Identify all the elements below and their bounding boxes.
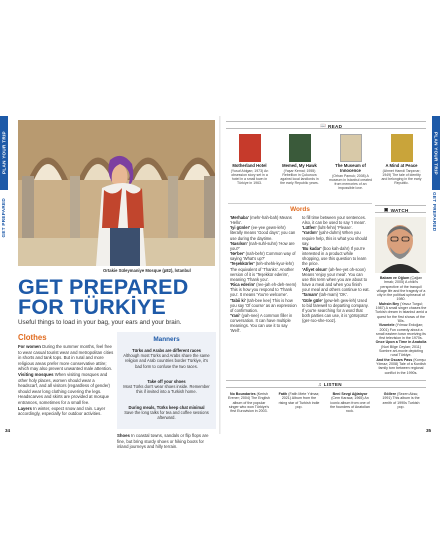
phrase-term: 'Ne'ber' xyxy=(230,251,245,257)
film-desc: (Yılmaz Erdoğan; 2001) Fun comedy about a small eastern town receiving its first television in the 1970s. xyxy=(376,323,426,341)
photo-caption: Ortakie Süleymaniye Mosque (p82), İstanbul xyxy=(103,268,191,273)
phrase-term: 'Rica ederim' xyxy=(230,282,256,288)
shoes-lead: Shoes xyxy=(117,433,130,438)
album-entry xyxy=(228,392,270,413)
headline-line-2: FOR TÜRKİYE xyxy=(18,295,166,319)
phrase-meaning: (teh-shehk-kyur-lehr) The equivalent of 'Thanks'. Another version of it is 'Teşekkür ederim', meaning 'Thank you'. xyxy=(230,261,294,282)
phrase-meaning: (luht-fehn) 'Please'. xyxy=(316,225,353,231)
clothes-para-text: In winter, expect snow and rain. Layer accordingly, especially for outdoor activities. xyxy=(18,405,106,417)
album-desc: (Kerish Erener; 2004) The English album of the popular singer who won Türkiye's first Eurovision in 2003. xyxy=(228,392,270,414)
phrase-entry xyxy=(230,261,298,282)
words-column-left xyxy=(230,215,298,334)
phrase-term: 'Iyi günler' xyxy=(230,225,251,231)
phrase-meaning: (boo kah-dahr) If you're interested in a product while shopping, use this question to learn the price. xyxy=(302,245,367,267)
phrase-entry xyxy=(230,241,298,251)
phrase-term: 'Teşekkürler' xyxy=(230,261,255,267)
film-title: Once Upon a Time in Anatolia xyxy=(375,340,427,345)
phrase-term: 'Afiyet olsun' xyxy=(302,266,328,272)
words-column-right xyxy=(302,215,370,323)
album-desc: (Cem Karaca; 1965) An iconic album from one of the founders of Anatolian rock. xyxy=(330,396,370,414)
manners-item xyxy=(121,348,212,369)
phrase-meaning: (ree-jah eh-deh-reem) This is how you respond to 'Thank you'. It means 'You're welcome'. xyxy=(230,282,297,298)
phrase-term: 'Yani' xyxy=(230,312,241,318)
watch-label: WATCH xyxy=(390,207,409,213)
clothes-para-lead: Layers xyxy=(18,405,32,411)
book-item xyxy=(278,134,321,186)
film-desc: (Yavuz Turgul; 1987) A small singer chases the Turkish dream in İstanbul amid a quest for the first shows of the '80s. xyxy=(375,301,427,323)
watch-list xyxy=(375,276,427,375)
phrase-entry xyxy=(302,230,370,245)
right-side-label: GET PREPARED xyxy=(432,192,437,232)
phrase-meaning: (tah-mam) 'OK'. xyxy=(317,292,348,298)
phrase-entry xyxy=(230,298,298,313)
phrase-entry xyxy=(230,282,298,297)
manners-item-text: Save the long talks for tea and coffee sessions afterward. xyxy=(124,410,209,421)
album-title: No Boundaries xyxy=(230,392,256,396)
album-entry xyxy=(278,392,320,409)
phrase-term: 'Bu kadar' xyxy=(302,245,322,251)
left-tab-label: PLAN YOUR TRIP xyxy=(1,131,7,175)
clothes-para-text: When visiting mosques and other holy places, women should wear a headscarf, and all visitors (regardless of gender) should wear long clothing covering the legs. Headscarves and skirts are provided at mosque entrances, sometimes for a small fee. xyxy=(18,371,110,405)
shoes-body xyxy=(117,433,216,450)
phrase-entry xyxy=(302,246,370,267)
album-title: Göllere xyxy=(383,392,397,396)
clothes-para-text: During the summer months, feel free to wear casual tourist wear and metropolitan cities in shorts and tank tops. But in rural and more religious areas prefer more conservative attire; which may also prevent unwanted male attention. xyxy=(18,344,114,372)
page-headline xyxy=(18,277,188,317)
actor-portrait xyxy=(375,217,426,273)
phrase-meaning: to fill time between your sentences. Also, it can be used to say 'I mean'. xyxy=(302,215,367,226)
film-entry xyxy=(375,323,427,340)
book-cover xyxy=(340,134,362,162)
phrase-entry xyxy=(230,225,298,240)
book-cover xyxy=(239,134,261,162)
film-desc: (Komşu Yılmaz; 2008) Tale of a Kurdish family torn between regional conflict in the 1990s. xyxy=(376,357,426,375)
manners-item-lead: Take off your shoes xyxy=(147,379,186,384)
clothes-paragraph xyxy=(18,406,114,417)
book-title: A Mind at Peace xyxy=(385,163,418,168)
headline-line-1: GET PREPARED xyxy=(18,275,189,299)
phrase-meaning: (nah-suhl-suhn) 'How are you?' xyxy=(230,240,295,251)
book-desc: (Orhan Pamuk; 2008) A museum in İstanbul created from memories of an impossible love. xyxy=(329,173,372,191)
clothes-para-lead: For women xyxy=(18,344,41,349)
listen-heading xyxy=(318,382,342,387)
book-item xyxy=(329,134,372,190)
manners-heading: Manners xyxy=(153,336,180,343)
headphones-icon: ♫ xyxy=(318,382,322,387)
phrase-entry xyxy=(302,267,370,293)
shoes-text: In coastal towns, sandals or flip flops are fine, but bring sturdy shoes or hiking boots for inland journeys and hilly terrain. xyxy=(117,433,209,450)
book-item xyxy=(380,134,423,186)
listen-label: LISTEN xyxy=(323,382,342,387)
film-entry xyxy=(375,276,427,302)
phrase-entry xyxy=(230,251,298,261)
phrase-meaning: (tah-bee kee) This is how you say 'Of course' as an expression of confirmation. xyxy=(230,297,297,313)
phrase-term: 'Merhaba' xyxy=(230,215,249,220)
right-tab-label: PLAN YOUR TRIP xyxy=(433,131,439,175)
film-entry xyxy=(375,358,427,375)
clothes-heading: Clothes xyxy=(18,333,47,342)
film-title: And the Oscars Pass xyxy=(376,357,413,362)
book-desc: (Yusuf Atılgan; 1973) An obsession story set in a hotel in a small town in Türkiye in 1963. xyxy=(230,168,269,186)
book-desc: (Ahmet Hamdi Tanpınar; 1949) The tale of identity and belonging in the early Republic. xyxy=(381,168,422,186)
read-heading xyxy=(320,123,342,129)
words-heading: Words xyxy=(290,206,310,213)
page-subhead: Useful things to load in your bag, your ears and your brain. xyxy=(18,319,182,326)
left-side-label: GET PREPARED xyxy=(1,198,6,238)
book-item xyxy=(228,134,271,186)
album-title: Beni Sevgi Ağlatıyor xyxy=(332,392,368,396)
phrase-meaning: (nah-behr) Common way of saying 'What's up?' xyxy=(230,251,296,262)
album-entry xyxy=(329,392,371,413)
phrase-meaning: (ah-fee-yet oh-soon) Means 'enjoy your meal'. You can use this term when you are about to have a meal and when you finish your meal and others continue to eat. xyxy=(302,266,370,293)
book-title: Motherland Hotel xyxy=(232,163,267,168)
film-icon: ▣ xyxy=(384,207,389,212)
right-section-tab xyxy=(432,116,440,190)
manners-item-text: Although most Türks and Arabs share the same religion and Arab countries border Türkiye, it's bad form to confuse the two races. xyxy=(123,353,210,369)
watch-heading xyxy=(384,207,409,213)
phrase-term: 'Güle güle' xyxy=(302,297,323,303)
phrase-term: 'Yardım' xyxy=(302,230,318,236)
clothes-paragraph xyxy=(18,344,114,372)
phrase-entry xyxy=(230,313,298,334)
book-cover xyxy=(289,134,311,162)
left-section-tab xyxy=(0,116,8,190)
book-cover xyxy=(391,134,413,162)
page-number-right: 35 xyxy=(426,428,432,433)
phrase-entry xyxy=(302,215,370,225)
clothes-para-lead: Visiting mosques xyxy=(18,371,54,377)
page-number-left: 34 xyxy=(5,428,11,433)
manners-item xyxy=(121,379,212,395)
album-entry xyxy=(380,392,422,409)
album-title: Fatih xyxy=(278,392,288,396)
phrase-meaning: (yah-nee) A common filler in conversation. It can have multiple meanings. You can use it to say 'Well'. xyxy=(230,312,293,334)
portrait-illustration xyxy=(375,217,426,273)
book-icon: 📖 xyxy=(320,123,327,128)
phrase-term: 'Tamam' xyxy=(302,292,318,298)
manners-item-lead: Türks and Arabs are different races xyxy=(132,348,201,353)
phrase-term: 'Tabii ki' xyxy=(230,297,246,303)
mosque-courtyard-illustration xyxy=(18,120,215,266)
book-desc: (Yaşar Kemal; 1955) Rebellion in Çukurova against local landlords in the early Republic years. xyxy=(280,168,319,186)
manners-item-text: Most Türks don't wear shoes inside. Remember this if invited into a Turkish home. xyxy=(123,384,210,395)
read-label: READ xyxy=(328,123,343,129)
book-title: Memed, My Hawk xyxy=(282,163,317,168)
film-title: Muhsin Bey xyxy=(378,301,400,306)
phrase-meaning: (gew-leh gew-leh) Used to bid farewell to departing company. If you're searching for a word that both parties can use, it is 'görüşürüz' (ger-roo-she-rooz). xyxy=(302,297,369,324)
clothes-body xyxy=(18,344,114,417)
film-title: Vizontele xyxy=(378,323,395,328)
album-desc: (Sezen Aksu; 1991) This album is the zenith of 1990s Turkish pop. xyxy=(382,392,420,409)
album-desc: (Fatih Mete Yılmaz; 2021) Album from the rising star of Turkish indie pop. xyxy=(278,392,320,409)
manners-box xyxy=(117,332,216,429)
manners-item-lead: During meals, Türks keep chat minimal xyxy=(128,405,205,410)
film-entry xyxy=(375,302,427,323)
film-entry xyxy=(375,340,427,357)
phrase-term: 'Nasılsın' xyxy=(230,240,248,246)
film-desc: (Nuri Bilge Ceylan; 2011) Sombre art-movie depicting rural Türkiye. xyxy=(379,344,423,358)
phrase-meaning: (yahr-duhm) When you require help, this is what you should say. xyxy=(302,230,368,246)
film-desc: (Çağan Irmak; 2005) A child's perspective of the tranquil village life and the tragedy of a city in the political upheaval of 1980. xyxy=(376,276,426,302)
phrase-entry xyxy=(230,215,298,225)
phrase-meaning: (ee-yee gewn-lehr) literally means 'Good days'; you can use during the daytime. xyxy=(230,225,296,241)
phrase-term: 'Lütfen' xyxy=(302,225,317,231)
phrase-entry xyxy=(302,298,370,324)
book-title: The Museum of Innocence xyxy=(335,163,366,173)
manners-item xyxy=(121,405,212,421)
clothes-paragraph xyxy=(18,372,114,406)
hero-photo xyxy=(18,120,215,266)
phrase-meaning: (mehr-hah-bah) Means 'Hello'. xyxy=(230,215,292,226)
page-gutter xyxy=(219,116,221,434)
film-title: Babam ve Oğlum xyxy=(379,276,410,280)
